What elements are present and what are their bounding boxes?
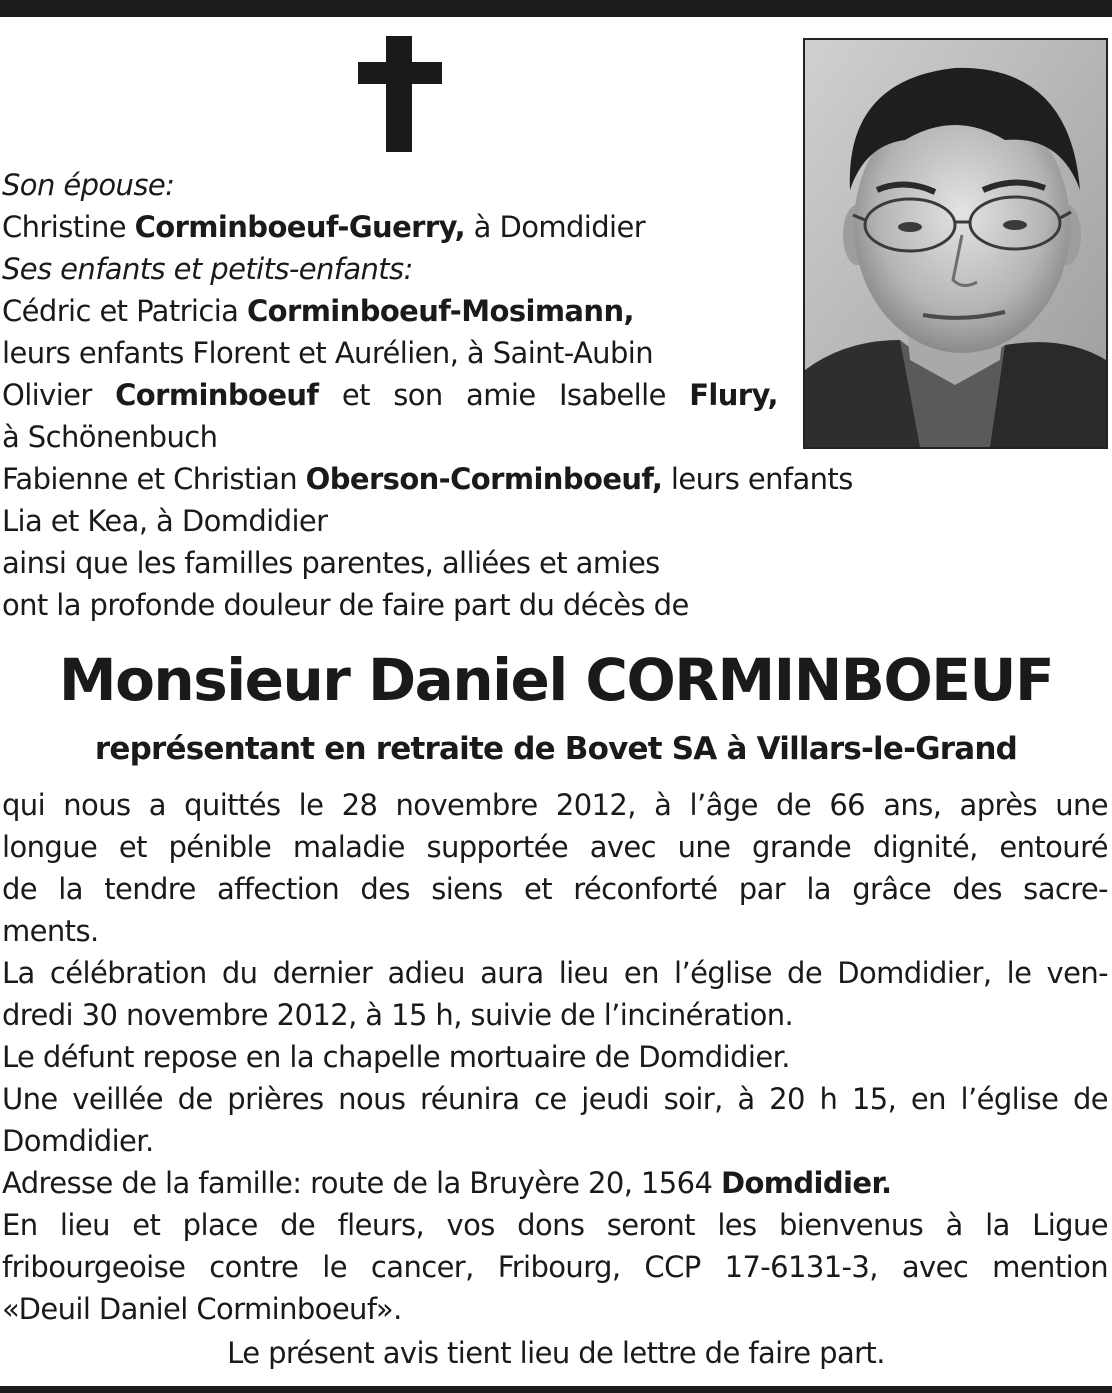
spouse-first: Christine [2,210,126,244]
child3-rest: leurs enfants [670,462,853,496]
deceased-name: Monsieur Daniel CORMINBOEUF [58,646,1054,714]
closing-line: Le présent avis tient lieu de lettre de faire part. [227,1336,885,1370]
relatives-line: ainsi que les familles parentes, alliées et amies [2,546,660,580]
announce-line: ont la profonde douleur de faire part du décès de [2,588,689,622]
child2-surname: Corminboeuf [115,378,319,412]
child3-surname: Oberson-Corminboeuf, [305,462,663,496]
child3-line [2,458,853,500]
deceased-profession: représentant en retraite de Bovet SA à Villars-le-Grand [94,731,1018,767]
child1-surname: Corminboeuf-Mosimann, [246,294,634,328]
child2-partner: Flury, [689,378,778,412]
spouse-place: à Domdidier [473,210,646,244]
top-rule [0,0,1112,17]
body-p1-line3: de la tendre affection des siens et réconforté par la grâce des sacre- [2,872,1108,906]
child3-line2: Lia et Kea, à Domdidier [2,504,328,538]
child2-line2: à Schönenbuch [2,420,218,454]
body-p4-line2: Domdidier. [2,1124,154,1158]
address-town: Domdidier. [720,1166,892,1200]
portrait-photo [803,38,1108,449]
child1-first: Cédric et Patricia [2,294,239,328]
body-p4-line1: Une veillée de prières nous réunira ce jeudi soir, à 20 h 15, en l’église de [2,1082,1108,1116]
child1-line [2,290,634,332]
body-p6-line2: fribourgeoise contre le cancer, Fribourg, CCP 17-6131-3, avec mention [2,1250,1108,1284]
bottom-rule [0,1386,1112,1393]
body-p1-line4: ments. [2,914,99,948]
body-p2-line1: La célébration du dernier adieu aura lieu en l’église de Domdidier, le ven- [2,956,1108,990]
body-p6-line3: «Deuil Daniel Corminboeuf». [2,1292,402,1326]
child2-mid: et son amie Isabelle [341,378,666,412]
body-p1-line1: qui nous a quittés le 28 novembre 2012, à l’âge de 66 ans, après une [2,788,1108,822]
body-address [2,1162,891,1204]
child1-line2: leurs enfants Florent et Aurélien, à Saint-Aubin [2,336,654,370]
body-p2-line2: dredi 30 novembre 2012, à 15 h, suivie de l’incinération. [2,998,794,1032]
body-p6-line1: En lieu et place de fleurs, vos dons seront les bienvenus à la Ligue [2,1208,1108,1242]
spouse-line [2,206,645,248]
child2-first: Olivier [2,378,92,412]
child3-first: Fabienne et Christian [2,462,298,496]
body-p3: Le défunt repose en la chapelle mortuaire de Domdidier. [2,1040,790,1074]
cross-icon [358,36,442,152]
address-text: Adresse de la famille: route de la Bruyère 20, 1564 [2,1166,713,1200]
spouse-heading: Son épouse: [2,168,175,202]
body-p1-line2: longue et pénible maladie supportée avec une grande dignité, entouré [2,830,1108,864]
child2-line [2,374,778,416]
spouse-surname: Corminboeuf-Guerry, [134,210,466,244]
children-heading: Ses enfants et petits-enfants: [2,252,413,286]
